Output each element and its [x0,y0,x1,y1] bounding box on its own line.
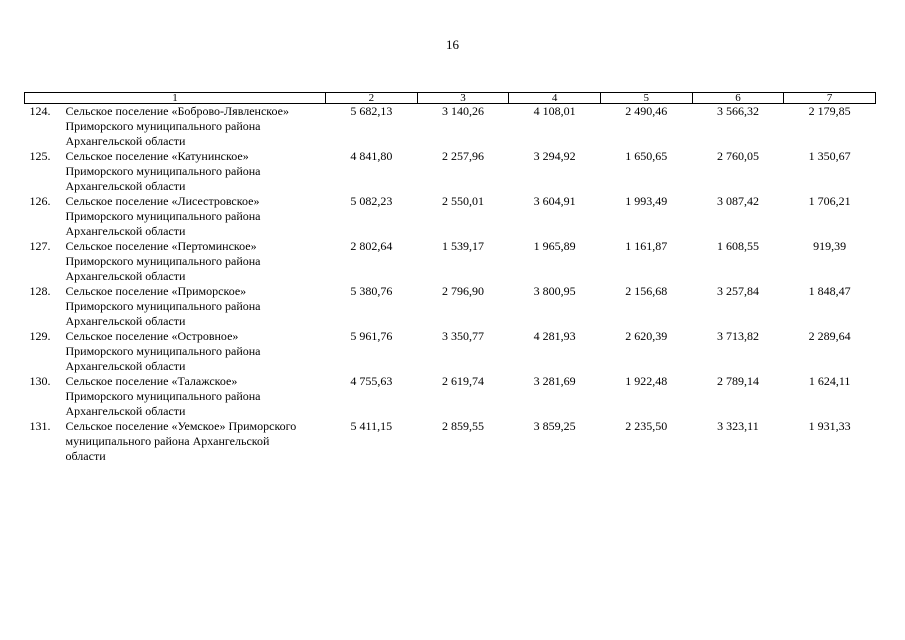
value-cell-col-5: 2 620,39 [625,329,668,343]
row-number: 128. [29,284,51,298]
value-cell-col-5: 1 993,49 [625,194,668,208]
settlement-name [66,419,297,464]
row-number: 131. [29,419,51,433]
value-cell-col-2: 4 755,63 [350,374,393,388]
table-row [25,419,876,464]
column-number-header: 2 [326,93,418,104]
settlement-name-line: Сельское поселение «Катунинское» [65,149,249,163]
settlement-name-line: Приморского муниципального района [65,389,261,403]
value-cell-col-3: 2 859,55 [441,419,484,433]
settlement-name-line: Сельское поселение «Талажское» [65,374,238,388]
value-cell-col-4: 3 294,92 [533,149,576,163]
value-cell-col-2: 5 380,76 [350,284,393,298]
row-number: 126. [29,194,51,208]
value-cell-col-6: 3 323,11 [717,419,759,433]
value-cell-col-3: 2 257,96 [441,149,484,163]
table-body [25,104,876,465]
settlement-name-line: Сельское поселение «Уемское» Приморского [65,419,297,433]
row-number: 125. [29,149,51,163]
value-cell-col-4: 4 108,01 [533,104,576,118]
value-cell-col-6: 3 566,32 [716,104,759,118]
settlement-name-line: Архангельской области [65,134,186,148]
data-table [24,92,876,464]
value-cell-col-7: 1 706,21 [808,194,851,208]
value-cell-col-7: 2 289,64 [808,329,851,343]
value-cell-col-7: 2 179,85 [808,104,851,118]
value-cell-col-2: 4 841,80 [350,149,393,163]
value-cell-col-7: 1 624,11 [808,374,851,388]
value-cell-col-4: 3 859,25 [533,419,576,433]
value-cell-col-3: 3 350,77 [441,329,484,343]
table-row [25,149,876,194]
value-cell-col-5: 2 235,50 [625,419,668,433]
value-cell-col-6: 3 257,84 [716,284,759,298]
value-cell-col-2: 5 082,23 [350,194,393,208]
value-cell-col-2: 2 802,64 [350,239,393,253]
settlement-name-line: области [65,449,106,463]
row-number: 129. [29,329,51,343]
value-cell-col-5: 1 922,48 [625,374,668,388]
settlement-name [66,284,261,329]
row-number: 130. [29,374,51,388]
row-number: 124. [29,104,51,118]
settlement-name-line: Архангельской области [65,179,186,193]
value-cell-col-4: 3 281,69 [533,374,576,388]
value-cell-col-7: 1 931,33 [808,419,851,433]
value-cell-col-7: 1 350,67 [808,149,851,163]
table-row [25,194,876,239]
settlement-name-line: Сельское поселение «Островное» [65,329,239,343]
value-cell-col-3: 2 619,74 [441,374,484,388]
column-number-header: 6 [692,93,784,104]
column-number-header: 1 [25,93,326,104]
row-number: 127. [29,239,51,253]
value-cell-col-4: 1 965,89 [533,239,576,253]
value-cell-col-6: 3 087,42 [716,194,759,208]
settlement-name-line: Архангельской области [65,359,186,373]
table-row [25,329,876,374]
value-cell-col-3: 2 550,01 [441,194,484,208]
settlement-name-line: Приморского муниципального района [65,344,261,358]
row-label-cell [25,239,326,284]
settlement-name [66,239,261,284]
row-label-cell [25,329,326,374]
settlement-name [66,149,261,194]
settlement-name-line: Архангельской области [65,269,186,283]
settlement-name-line: Сельское поселение «Приморское» [65,284,247,298]
value-cell-col-5: 2 490,46 [625,104,668,118]
value-cell-col-2: 5 682,13 [350,104,393,118]
settlement-name-line: Архангельской области [65,224,186,238]
value-cell-col-2: 5 411,15 [350,419,393,433]
value-cell-col-6: 1 608,55 [716,239,759,253]
settlement-name-line: Приморского муниципального района [65,254,261,268]
table-row [25,374,876,419]
column-number-header: 4 [509,93,601,104]
value-cell-col-4: 3 800,95 [533,284,576,298]
settlement-name-line: Сельское поселение «Лисестровское» [65,194,260,208]
value-cell-col-2: 5 961,76 [350,329,393,343]
value-cell-col-4: 3 604,91 [533,194,576,208]
page-number: 16 [446,37,459,52]
settlement-name-line: Архангельской области [65,314,186,328]
settlement-name-line: муниципального района Архангельской [65,434,270,448]
table-row [25,104,876,150]
value-cell-col-3: 2 796,90 [441,284,484,298]
row-label-cell [25,374,326,419]
column-number-header: 3 [417,93,509,104]
settlement-name-line: Приморского муниципального района [65,209,261,223]
row-label-cell [25,149,326,194]
row-label-cell [25,104,326,150]
settlement-name-line: Приморского муниципального района [65,164,261,178]
settlement-name-line: Приморского муниципального района [65,119,261,133]
value-cell-col-7: 919,39 [813,239,847,253]
settlement-name [66,194,261,239]
value-cell-col-6: 2 789,14 [716,374,759,388]
row-label-cell [25,419,326,464]
column-number-header: 5 [600,93,692,104]
value-cell-col-7: 1 848,47 [808,284,851,298]
column-number-header: 7 [784,93,876,104]
row-label-cell [25,284,326,329]
column-number-header-row [25,93,876,104]
value-cell-col-4: 4 281,93 [533,329,576,343]
settlement-name-line: Сельское поселение «Боброво-Лявленское» [65,104,289,118]
value-cell-col-6: 3 713,82 [716,329,759,343]
settlement-name [66,329,261,374]
row-label-cell [25,194,326,239]
settlement-name [66,104,289,149]
table-row [25,284,876,329]
settlement-name [66,374,261,419]
value-cell-col-5: 1 161,87 [625,239,668,253]
table-row [25,239,876,284]
value-cell-col-5: 1 650,65 [625,149,668,163]
settlement-name-line: Сельское поселение «Пертоминское» [65,239,257,253]
value-cell-col-5: 2 156,68 [625,284,668,298]
value-cell-col-3: 3 140,26 [441,104,484,118]
settlement-name-line: Приморского муниципального района [65,299,261,313]
value-cell-col-6: 2 760,05 [716,149,759,163]
value-cell-col-3: 1 539,17 [441,239,484,253]
settlement-name-line: Архангельской области [65,404,186,418]
